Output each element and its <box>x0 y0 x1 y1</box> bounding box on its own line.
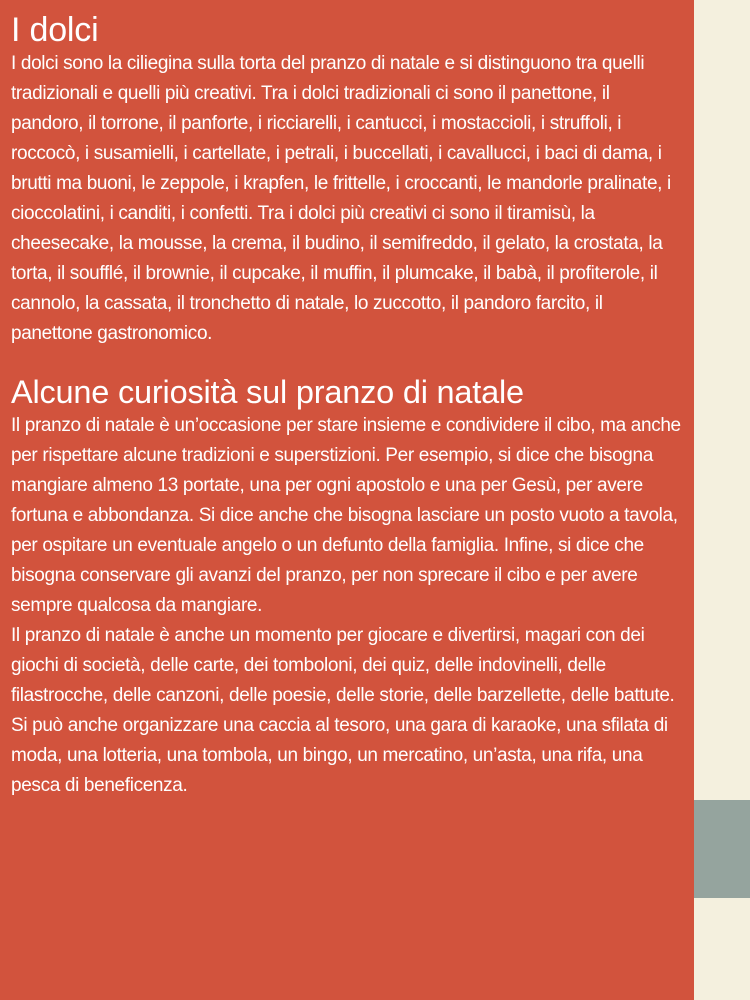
section-body-dolci: I dolci sono la ciliegina sulla torta del pranzo di natale e si distinguono tra quelli tradizionali e quelli più creativi. Tra i dolci tradizionali ci sono il panettone, il pandoro, il torrone, il panforte, i ricciarelli, i cantucci, i mostaccioli, i struffoli, i roccocò, i susamielli, i cartellate, i petrali, i buccellati, i cavallucci, i baci di dama, i brutti ma buoni, le zeppole, i krapfen, le frittelle, i croccanti, le mandorle pralinate, i cioccolatini, i canditi, i confetti. Tra i dolci più creativi ci sono il tiramisù, la cheesecake, la mousse, la crema, il budino, il semifreddo, il gelato, la crostata, la torta, il soufflé, il brownie, il cupcake, il muffin, il plumcake, il babà, il profiterole, il cannolo, la cassata, il tronchetto di natale, lo zuccotto, il pandoro farcito, il panettone gastronomico. <box>11 53 671 345</box>
section-spacer <box>11 349 682 375</box>
section-body-curiosita-1: Il pranzo di natale è un’occasione per stare insieme e condividere il cibo, ma anche per rispettare alcune tradizioni e superstizioni. Per esempio, si dice che bisogna mangiare almeno 13 portate, una per ogni apostolo e una per Gesù, per avere fortuna e abbondanza. Si dice anche che bisogna lasciare un posto vuoto a tavola, per ospitare un eventuale angelo o un defunto della famiglia. Infine, si dice che bisogna conservare gli avanzi del pranzo, per non sprecare il cibo e per avere sempre qualcosa da mangiare. <box>11 415 681 617</box>
section-body-curiosita-2: Il pranzo di natale è anche un momento per giocare e divertirsi, magari con dei giochi di società, delle carte, dei tomboloni, dei quiz, delle indovinelli, delle filastrocche, delle canzoni, delle poesie, delle storie, delle barzellette, delle battute. Si può anche organizzare una caccia al tesoro, una gara di karaoke, una sfilata di moda, una lotteria, una tombola, un bingo, un mercatino, un’asta, una rifa, una pesca di beneficenza. <box>11 625 675 797</box>
side-accent-block <box>694 800 750 898</box>
section-title-curiosita: Alcune curiosità sul pranzo di natale <box>11 374 524 411</box>
section-title-dolci: I dolci <box>11 11 99 49</box>
